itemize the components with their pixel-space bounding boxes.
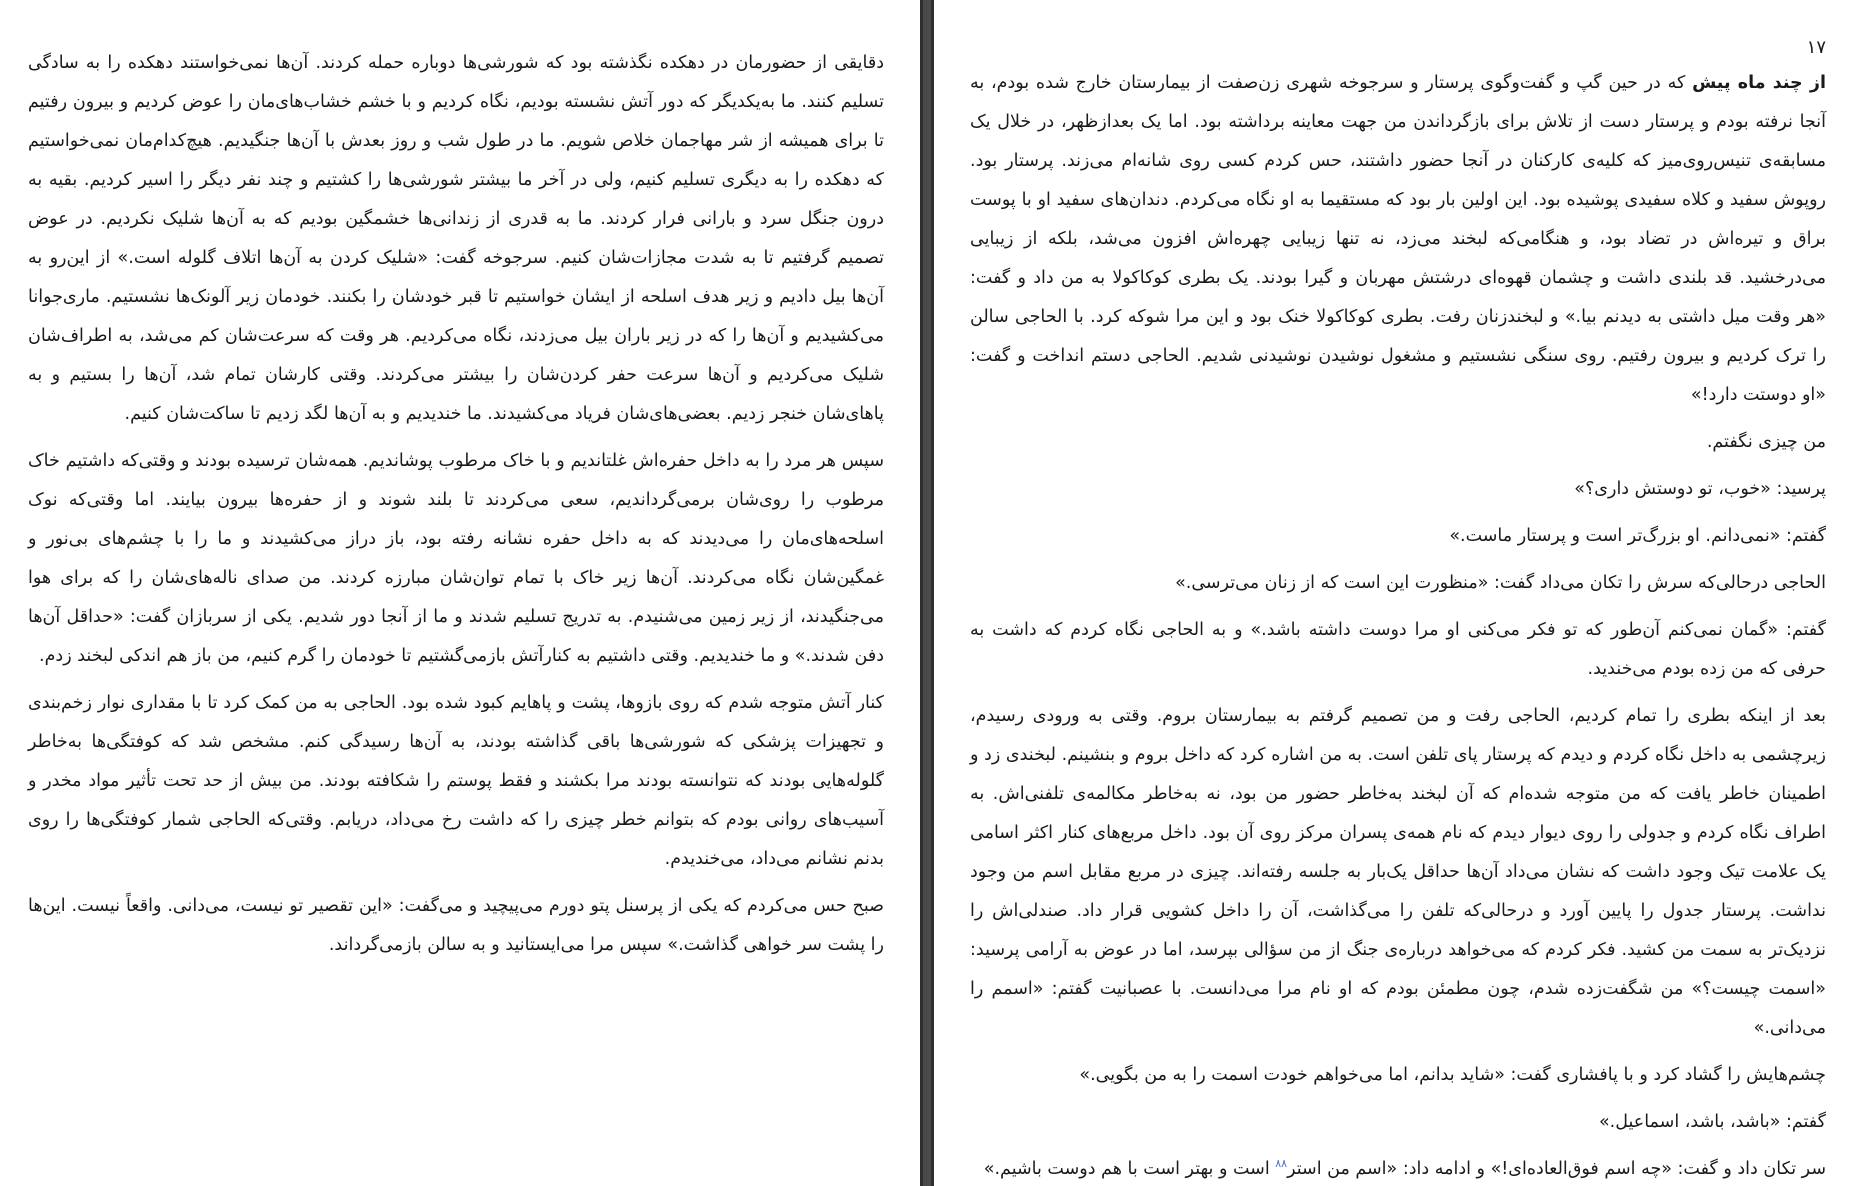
paragraph-lead-rest: که در حین گپ و گفت‌وگوی پرستار و سرجوخه شهری زن‌صفت از بیمارستان خارج شده بودم، به آنجا نرفته بودم و پرستار دست از تلاش برای بازگرداندن من جهت معاینه برداشته بود. اما یک بعدازظهر، در خلال یک مسابقه‌ی تنیس‌روی‌میز که کلیه‌ی کارکنان در آنجا حضور داشتند، حس کردم کسی روی شانه‌ام می‌زند. پرستار بود. روپوش سفید و کلاه سفیدی پوشیده بود. این اولین بار بود که مستقیما به او نگاه می‌کردم. دندان‌های سفید او با پوست براق و تیره‌اش در تضاد بود، و هنگامی‌که لبخند می‌زد، نه تنها زیبایی چهره‌اش افزون می‌شد، بلکه از زیبایی می‌درخشید. قد بلندی داشت و چشمان قهوه‌ای درشتش مهربان و گیرا بودند. یک بطری کوکاکولا به من داد و گفت: «هر وقت میل داشتی به دیدنم بیا.» و لبخندزنان رفت. بطری کوکاکولا خنک بود و این مرا شوکه کرد. با الحاجی سالن را ترک کردیم و بیرون رفتیم. روی سنگی نشستیم و مشغول نوشیدن نوشیدنی شدیم. الحاجی دستم انداخت و گفت: «او دوستت دارد!» — [970, 73, 1826, 405]
paragraph-text-before-footnote: سر تکان داد و گفت: «چه اسم فوق‌العاده‌ای!» و ادامه داد: «اسم من استر — [1287, 1159, 1826, 1179]
paragraph: کنار آتش متوجه شدم که روی بازوها، پشت و پاهایم کبود شده بود. الحاجی به من کمک کرد تا با مقداری نوار زخم‌بندی و تجهیزات پزشکی که شورشی‌ها باقی گذاشته بودند، به آن‌ها رسیدگی کنم. مشخص شد که کوفتگی‌ها به‌خاطر گلوله‌هایی بودند که نتوانسته بودند مرا بکشند و فقط پوستم را شکافته بودند. من بیش از حد تحت تأثیر مواد مخدر و آسیب‌های روانی بودم که بتوانم خطر چیزی را که داشت رخ می‌داد، دریابم. وقتی‌که الحاجی شمار کوفتگی‌ها را روی بدنم نشانم می‌داد، می‌خندیدم. — [28, 693, 884, 869]
paragraph-lead: از چند ماه پیش — [1692, 73, 1827, 93]
paragraph: پرسید: «خوب، تو دوستش داری؟» — [1574, 479, 1826, 499]
book-gutter — [920, 0, 934, 1186]
paragraph-text-after-footnote: است و بهتر است با هم دوست باشیم.» — [983, 1159, 1276, 1179]
paragraph: الحاجی درحالی‌که سرش را تکان می‌داد گفت: «منظورت این است که از زنان می‌ترسی.» — [1175, 573, 1826, 593]
right-page — [934, 0, 1854, 1186]
page-number: ۱۷ — [1806, 37, 1826, 58]
paragraph-last — [970, 1150, 1826, 1186]
footnote-reference-link[interactable]: ۸۸ — [1275, 1157, 1288, 1171]
paragraph: گفتم: «گمان نمی‌کنم آن‌طور که تو فکر می‌کنی او مرا دوست داشته باشد.» و به الحاجی نگاه کردم که داشت به حرفی که من زده بودم می‌خندید. — [970, 620, 1826, 679]
paragraph: گفتم: «باشد، باشد، اسماعیل.» — [1598, 1112, 1826, 1132]
right-page-body — [970, 64, 1826, 1186]
paragraph: من چیزی نگفتم. — [1706, 432, 1826, 452]
paragraph: بعد از اینکه بطری را تمام کردیم، الحاجی رفت و من تصمیم گرفتم به بیمارستان بروم. وقتی به ورودی رسیدم، زیرچشمی به داخل نگاه کردم و دیدم که پرستار پای تلفن است. به من اشاره کرد که داخل بروم و بنشینم. لبخندی زد و اطمینان خاطر یافت که من متوجه شده‌ام که آن لبخند به‌خاطر حضور من بود، نه به‌خاطر مکالمه‌ی تلفنی‌اش. به اطراف نگاه کردم و جدولی را روی دیوار دیدم که نام همه‌ی پسران مرکز روی آن بود. داخل مربع‌های کنار اکثر اسامی یک علامت تیک وجود داشت که نشان می‌داد آن‌ها حداقل یک‌بار به جلسه رفته‌اند. چیزی در مربع مقابل اسم من وجود نداشت. پرستار جدول را پایین آورد و درحالی‌که تلفن را می‌گذاشت، آن را داخل کشویی قرار داد. صندلی‌اش را نزدیک‌تر به سمت من کشید. فکر کردم که می‌خواهد درباره‌ی جنگ از من سؤالی بپرسد، اما در عوض به آرامی پرسید: «اسمت چیست؟» من شگفت‌زده شدم، چون مطمئن بودم که او نام مرا می‌دانست. با عصبانیت گفتم: «اسمم را می‌دانی.» — [970, 706, 1826, 1038]
left-page — [0, 0, 920, 1186]
paragraph: گفتم: «نمی‌دانم. او بزرگ‌تر است و پرستار ماست.» — [1449, 526, 1826, 546]
paragraph: صبح حس می‌کردم که یکی از پرسنل پتو دورم می‌پیچید و می‌گفت: «این تقصیر تو نیست، می‌دانی. واقعاً نیست. این‌ها را پشت سر خواهی گذاشت.» سپس مرا می‌ایستانید و به سالن بازمی‌گرداند. — [28, 896, 884, 955]
left-page-body — [28, 44, 884, 965]
paragraph: سپس هر مرد را به داخل حفره‌اش غلتاندیم و با خاک مرطوب پوشاندیم. همه‌شان ترسیده بودند و وقتی‌که داشتیم خاک مرطوب را روی‌شان برمی‌گرداندیم، سعی می‌کردند تا بلند شوند و از حفره‌ها بیرون بیایند. اما وقتی‌که نوک اسلحه‌های‌مان را می‌دیدند که به داخل حفره نشانه رفته بود، باز دراز می‌کشیدند و ما را با چشم‌های بی‌نور و غمگین‌شان نگاه می‌کردند. آن‌ها زیر خاک با تمام توان‌شان مبارزه کردند. من صدای ناله‌های‌شان را که برای هوا می‌جنگیدند، از زیر زمین می‌شنیدم. به تدریج تسلیم شدند و ما از آنجا دور شدیم. یکی از سربازان گفت: «حداقل آن‌ها دفن شدند.» و ما خندیدیم. وقتی داشتیم به کنارآتش بازمی‌گشتیم تا خودمان را گرم کنیم، من باز هم اندکی لبخند زدم. — [28, 451, 884, 666]
paragraph: دقایقی از حضورمان در دهکده نگذشته بود که شورشی‌ها دوباره حمله کردند. آن‌ها نمی‌خواستند دهکده را به سادگی تسلیم کنند. ما به‌یکدیگر که دور آتش نشسته بودیم، نگاه کردیم و با خشم خشاب‌های‌مان را عوض کردیم و بیرون رفتیم تا برای همیشه از شر مهاجمان خلاص شویم. ما در طول شب و روز بعدش با آن‌ها جنگیدیم. هیچ‌کدام‌مان نمی‌خواستیم که دهکده را به دیگری تسلیم کنیم، ولی در آخر ما بیشتر شورشی‌ها را کشتیم و چند نفر دیگر را اسیر کردیم. بقیه به درون جنگل سرد و بارانی فرار کردند. ما به قدری از زندانی‌ها خشمگین بودیم که به آن‌ها شلیک نکردیم. در عوض تصمیم گرفتیم تا به شدت مجازات‌شان کنیم. سرجوخه گفت: «شلیک کردن به آن‌ها اتلاف گلوله است.» از این‌رو به آن‌ها بیل دادیم و زیر هدف اسلحه از ایشان خواستیم تا قبر خودشان را بکنند. خودمان زیر آلونک‌ها نشستیم. ماری‌جوانا می‌کشیدیم و آن‌ها را که در زیر باران بیل می‌زدند، نگاه می‌کردیم. هر وقت که سرعت‌شان کم می‌شد، به اطراف‌شان شلیک می‌کردیم و آن‌ها سرعت حفر کردن‌شان را بیشتر می‌کردند. وقتی کارشان تمام شد، آن‌ها را بستیم و به پاهای‌شان خنجر زدیم. بعضی‌های‌شان فریاد می‌کشیدند. ما خندیدیم و به آن‌ها لگد زدیم تا ساکت‌شان کنیم. — [28, 53, 884, 424]
paragraph-first — [970, 64, 1826, 415]
paragraph: چشم‌هایش را گشاد کرد و با پافشاری گفت: «شاید بدانم، اما می‌خواهم خودت اسمت را به من بگویی.» — [1079, 1065, 1826, 1085]
